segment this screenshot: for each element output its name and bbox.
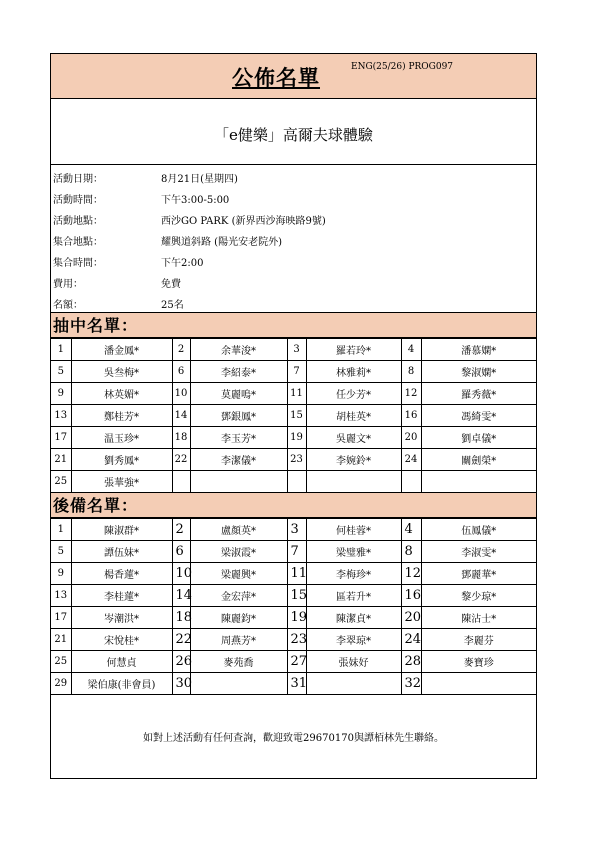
info-row <box>51 228 536 249</box>
entry-name: 莫麗嗚* <box>190 383 287 405</box>
entry-number: 12 <box>401 563 421 585</box>
entry-name: 劉秀鳳* <box>71 449 172 471</box>
page-title: 公佈名單 <box>232 65 320 90</box>
notice-sheet <box>50 53 537 779</box>
info-label: 集合時間： <box>53 258 103 269</box>
entry-number: 5 <box>51 361 71 383</box>
entry-name <box>190 471 287 493</box>
entry-number: 5 <box>51 541 71 563</box>
entry-name: 張妹好 <box>306 651 401 673</box>
entry-name: 鄧銀鳳* <box>190 405 287 427</box>
entry-name: 譚伍妹* <box>71 541 172 563</box>
info-value: 西沙GO PARK (新界西沙海映路9號) <box>161 216 326 227</box>
entry-number: 13 <box>51 585 71 607</box>
entry-number: 14 <box>172 585 190 607</box>
entry-name: 林雅莉* <box>306 361 401 383</box>
entry-name: 何桂蓉* <box>306 519 401 541</box>
entry-number: 24 <box>401 629 421 651</box>
entry-name: 劉卓儀* <box>421 427 536 449</box>
entry-name: 金宏萍* <box>190 585 287 607</box>
table-row <box>51 585 536 607</box>
entry-name: 李翠琼* <box>306 629 401 651</box>
entry-number <box>172 471 190 493</box>
entry-name: 梁璧雅* <box>306 541 401 563</box>
entry-number: 28 <box>401 651 421 673</box>
entry-number: 27 <box>287 651 306 673</box>
entry-number: 11 <box>287 383 306 405</box>
entry-name: 岑潮洪* <box>71 607 172 629</box>
entry-number: 15 <box>287 405 306 427</box>
info-value: 下午3:00-5:00 <box>161 195 230 206</box>
entry-name: 梁淑霞* <box>190 541 287 563</box>
entry-name: 陳潔貞* <box>306 607 401 629</box>
entry-name <box>421 673 536 695</box>
entry-name: 黎少琼* <box>421 585 536 607</box>
table-row <box>51 541 536 563</box>
header-band <box>51 54 536 99</box>
info-row <box>51 291 536 312</box>
entry-number: 19 <box>287 607 306 629</box>
entry-number: 6 <box>172 361 190 383</box>
entry-name: 麥苑喬 <box>190 651 287 673</box>
info-label: 活動日期： <box>53 174 103 185</box>
entry-number: 23 <box>287 449 306 471</box>
entry-name: 張華強* <box>71 471 172 493</box>
entry-name: 李玉芳* <box>190 427 287 449</box>
entry-number: 2 <box>172 519 190 541</box>
table-row <box>51 607 536 629</box>
entry-number: 15 <box>287 585 306 607</box>
entry-number: 21 <box>51 629 71 651</box>
info-label: 費用： <box>53 279 83 290</box>
entry-number: 22 <box>172 449 190 471</box>
entry-name: 鄭桂芳* <box>71 405 172 427</box>
entry-name: 宋悅桂* <box>71 629 172 651</box>
event-info <box>51 165 536 313</box>
entry-name: 黎淑嫻* <box>421 361 536 383</box>
entry-number: 12 <box>401 383 421 405</box>
entry-number: 31 <box>287 673 306 695</box>
entry-name: 陳淑群* <box>71 519 172 541</box>
entry-number <box>401 471 421 493</box>
entry-number: 14 <box>172 405 190 427</box>
entry-number: 19 <box>287 427 306 449</box>
waitlist-heading: 後備名單： <box>51 493 536 518</box>
entry-name <box>190 673 287 695</box>
entry-number: 30 <box>172 673 190 695</box>
entry-number: 17 <box>51 427 71 449</box>
entry-number: 18 <box>172 427 190 449</box>
entry-number: 7 <box>287 541 306 563</box>
info-value: 免費 <box>161 279 181 290</box>
entry-number: 10 <box>172 383 190 405</box>
info-value: 8月21日(星期四) <box>161 174 238 185</box>
event-title: 「e健樂」高爾夫球體驗 <box>214 126 373 144</box>
table-row <box>51 449 536 471</box>
table-row <box>51 629 536 651</box>
table-row <box>51 405 536 427</box>
entry-name <box>306 471 401 493</box>
entry-number: 7 <box>287 361 306 383</box>
entry-name: 胡桂英* <box>306 405 401 427</box>
entry-name: 鄧麗華* <box>421 563 536 585</box>
entry-name: 潘慕嫻* <box>421 339 536 361</box>
entry-number: 10 <box>172 563 190 585</box>
entry-name: 李麗芬 <box>421 629 536 651</box>
entry-name: 李梅珍* <box>306 563 401 585</box>
info-row <box>51 270 536 291</box>
table-row <box>51 651 536 673</box>
entry-name: 馮綺雯* <box>421 405 536 427</box>
info-value: 下午2:00 <box>161 258 204 269</box>
table-row <box>51 361 536 383</box>
entry-number: 4 <box>401 519 421 541</box>
entry-number: 8 <box>401 361 421 383</box>
entry-number: 13 <box>51 405 71 427</box>
entry-name: 何慧貞 <box>71 651 172 673</box>
entry-number: 25 <box>51 651 71 673</box>
entry-name: 任少芳* <box>306 383 401 405</box>
info-row <box>51 249 536 270</box>
table-row <box>51 427 536 449</box>
entry-name: 盧顏英* <box>190 519 287 541</box>
entry-number: 18 <box>172 607 190 629</box>
entry-number: 23 <box>287 629 306 651</box>
entry-number: 24 <box>401 449 421 471</box>
document-code: ENG(25/26) PROG097 <box>351 62 454 72</box>
entry-number: 9 <box>51 563 71 585</box>
info-row <box>51 207 536 228</box>
entry-number: 4 <box>401 339 421 361</box>
entry-name: 羅秀薇* <box>421 383 536 405</box>
entry-name <box>421 471 536 493</box>
entry-name: 李婉鈴* <box>306 449 401 471</box>
entry-name: 麥寶珍 <box>421 651 536 673</box>
entry-number: 1 <box>51 519 71 541</box>
entry-name: 伍鳳儀* <box>421 519 536 541</box>
entry-number: 11 <box>287 563 306 585</box>
entry-number: 3 <box>287 339 306 361</box>
entry-number: 16 <box>401 405 421 427</box>
entry-name: 林英媚* <box>71 383 172 405</box>
info-value: 25名 <box>161 300 184 311</box>
entry-name: 潘金鳳* <box>71 339 172 361</box>
info-label: 集合地點： <box>53 237 103 248</box>
entry-name: 吳麗文* <box>306 427 401 449</box>
table-row <box>51 563 536 585</box>
entry-name: 陳麗鈞* <box>190 607 287 629</box>
entry-name: 吳叁梅* <box>71 361 172 383</box>
entry-number: 22 <box>172 629 190 651</box>
winners-table <box>51 338 536 493</box>
entry-number: 17 <box>51 607 71 629</box>
entry-number: 20 <box>401 607 421 629</box>
winners-heading: 抽中名單： <box>51 313 536 338</box>
entry-name: 梁伯康(非會員) <box>71 673 172 695</box>
table-row <box>51 471 536 493</box>
entry-name: 周燕芳* <box>190 629 287 651</box>
table-row <box>51 673 536 695</box>
table-row <box>51 519 536 541</box>
entry-name: 李淑雯* <box>421 541 536 563</box>
entry-number: 32 <box>401 673 421 695</box>
entry-number: 26 <box>172 651 190 673</box>
entry-number: 21 <box>51 449 71 471</box>
entry-name: 李潔儀* <box>190 449 287 471</box>
entry-name: 區若升* <box>306 585 401 607</box>
info-label: 活動地點： <box>53 216 103 227</box>
entry-number: 20 <box>401 427 421 449</box>
entry-number: 3 <box>287 519 306 541</box>
entry-number: 9 <box>51 383 71 405</box>
entry-name: 李桂蓮* <box>71 585 172 607</box>
info-label: 名額： <box>53 300 83 311</box>
entry-number: 2 <box>172 339 190 361</box>
entry-name: 李紹泰* <box>190 361 287 383</box>
entry-name: 關劍榮* <box>421 449 536 471</box>
footer <box>51 695 536 767</box>
info-value: 耀興道斜路 (陽光安老院外) <box>161 237 282 248</box>
entry-name <box>306 673 401 695</box>
table-row <box>51 383 536 405</box>
footer-contact-text: 如對上述活動有任何查詢，歡迎致電29670170與譚栢林先生聯絡。 <box>143 733 444 744</box>
table-row <box>51 339 536 361</box>
entry-number: 29 <box>51 673 71 695</box>
entry-number: 16 <box>401 585 421 607</box>
info-row <box>51 186 536 207</box>
entry-number: 25 <box>51 471 71 493</box>
info-row <box>51 165 536 186</box>
entry-number: 8 <box>401 541 421 563</box>
entry-number <box>287 471 306 493</box>
waitlist-table <box>51 518 536 695</box>
entry-name: 陳沾士* <box>421 607 536 629</box>
entry-name: 羅若玲* <box>306 339 401 361</box>
info-label: 活動時間： <box>53 195 103 206</box>
entry-name: 余華浚* <box>190 339 287 361</box>
entry-name: 梁麗興* <box>190 563 287 585</box>
entry-name: 楊香蓮* <box>71 563 172 585</box>
entry-name: 温玉珍* <box>71 427 172 449</box>
entry-number: 1 <box>51 339 71 361</box>
entry-number: 6 <box>172 541 190 563</box>
event-title-row <box>51 99 536 165</box>
